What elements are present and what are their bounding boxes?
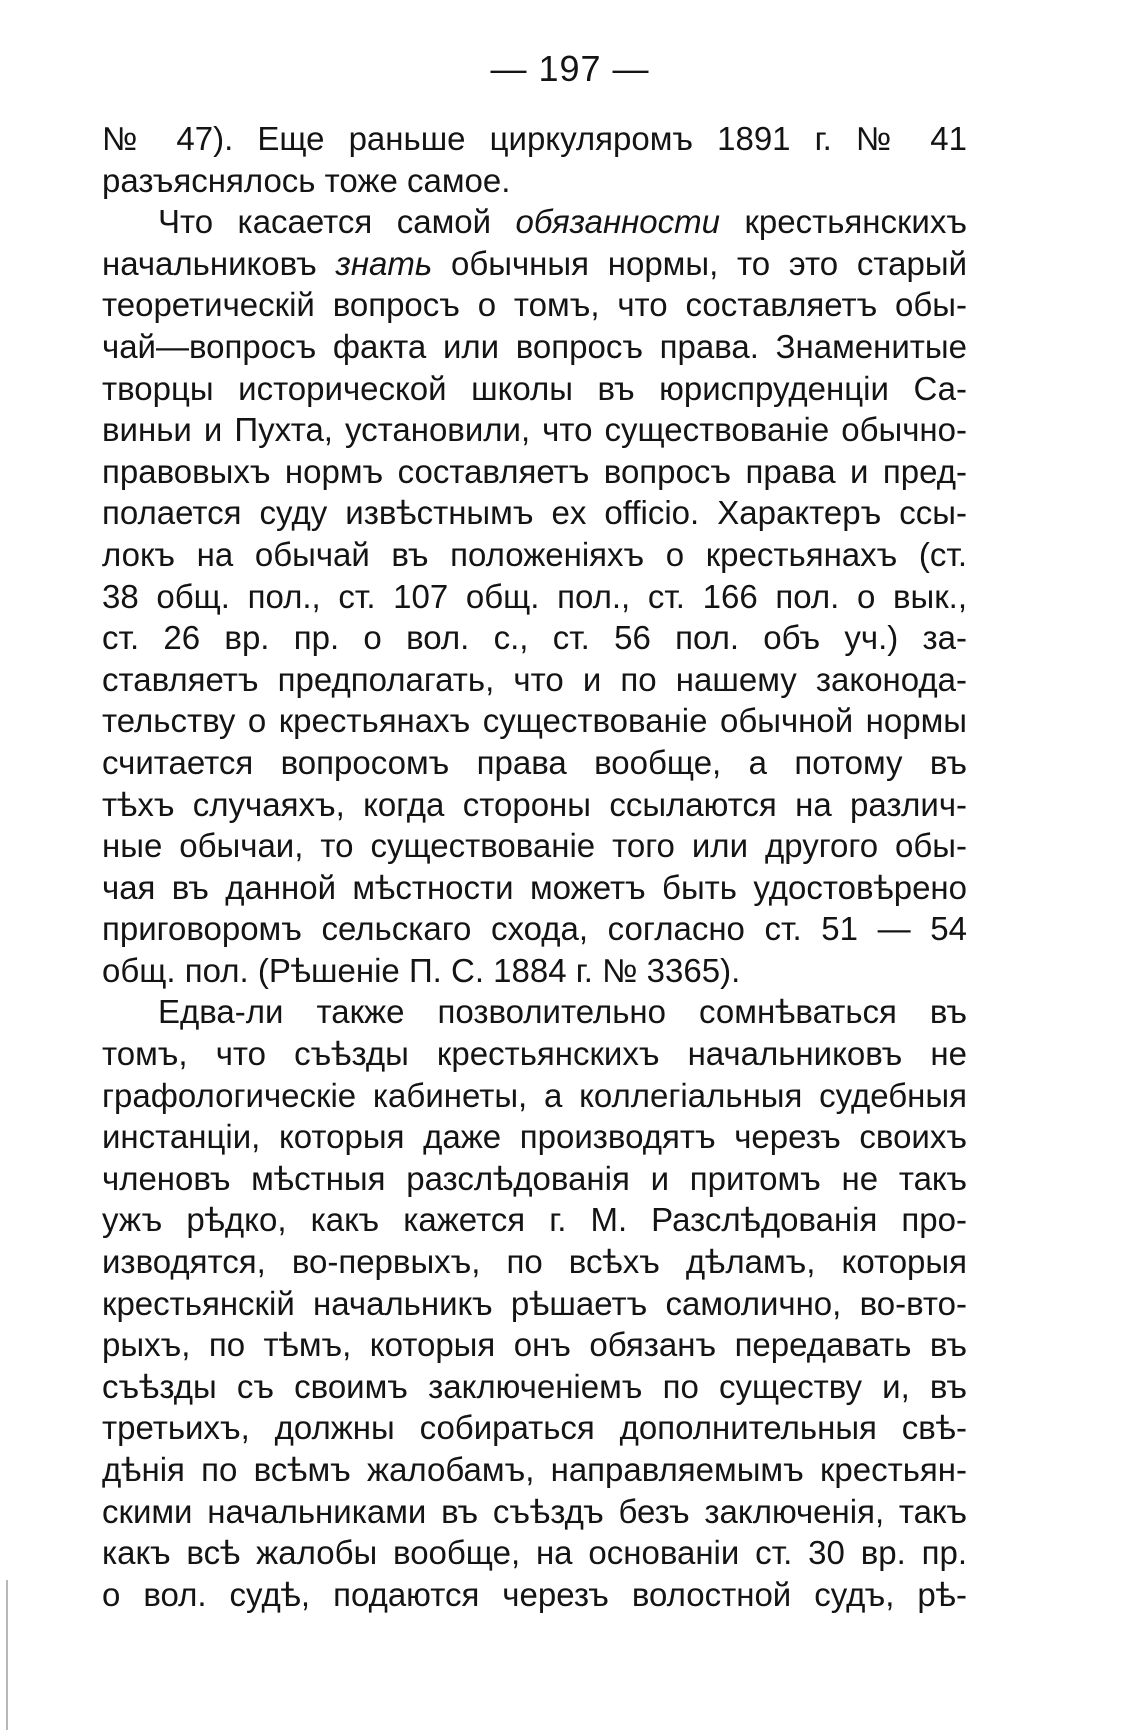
text-line: рыхъ, по тѣмъ, которыя онъ обязанъ передавать въ xyxy=(102,1326,967,1364)
text-line: № 47). Еще раньше циркуляромъ 1891 г. № 41 xyxy=(102,120,967,157)
text-line: ст. 26 вр. пр. о вол. с., ст. 56 пол. объ уч.) за- xyxy=(102,619,967,657)
paragraph-1 xyxy=(102,118,967,201)
text-line: 38 общ. пол., ст. 107 общ. пол., ст. 166 пол. о вык., xyxy=(102,577,967,615)
text-line: считается вопросомъ права вообще, а потому въ xyxy=(102,743,967,781)
text-line: графологическіе кабинеты, а коллегіальныя судебныя xyxy=(102,1076,967,1114)
text-line: творцы исторической школы въ юриспруденціи Са- xyxy=(102,369,967,407)
text-line: Едва-ли также позволительно сомнѣваться въ xyxy=(158,993,967,1031)
text-line: членовъ мѣстныя разслѣдованія и притомъ не такъ xyxy=(102,1159,967,1197)
text-line: дѣнія по всѣмъ жалобамъ, направляемымъ крестьян- xyxy=(102,1451,967,1488)
text-line: правовыхъ нормъ составляетъ вопросъ права и пред- xyxy=(102,452,967,490)
text-line: полается суду извѣстнымъ ex officio. Характеръ ссы- xyxy=(102,494,967,532)
text-run: начальниковъ xyxy=(102,244,336,282)
emphasis-obyazannosti: обязанности xyxy=(515,203,720,241)
text-run: крестьянскихъ xyxy=(720,203,967,241)
text-line: ставляетъ предполагать, что и по нашему законода- xyxy=(102,660,967,698)
text-line: виньи и Пухта, установили, что существованіе обычно- xyxy=(102,411,967,449)
text-line xyxy=(102,243,967,285)
text-line: третьихъ, должны собираться дополнительныя свѣ- xyxy=(102,1409,967,1447)
text-line: о вол. судѣ, подаются черезъ волостной судъ, рѣ- xyxy=(102,1575,967,1613)
text-line: общ. пол. (Рѣшеніе П. С. 1884 г. № 3365). xyxy=(102,951,741,989)
page-number: — 197 — xyxy=(490,48,650,89)
paragraph-2 xyxy=(102,201,967,991)
text-line: тѣхъ случаяхъ, когда стороны ссылаются на различ- xyxy=(102,785,967,823)
text-run: Что касается самой xyxy=(158,203,516,241)
text-line: чай—вопросъ факта или вопросъ права. Знаменитые xyxy=(102,327,967,365)
text-line: приговоромъ сельскаго схода, согласно ст. 51 — 54 xyxy=(102,910,967,948)
text-line: какъ всѣ жалобы вообще, на основаніи ст. 30 вр. пр. xyxy=(102,1534,967,1572)
text-line: изводятся, во-первыхъ, по всѣхъ дѣламъ, которыя xyxy=(102,1243,967,1281)
text-line: съѣзды съ своимъ заключеніемъ по существу и, въ xyxy=(102,1367,967,1405)
text-line: теоретическій вопросъ о томъ, что составляетъ обы- xyxy=(102,286,967,324)
text-line: ные обычаи, то существованіе того или другого обы- xyxy=(102,827,967,865)
text-line: инстанціи, которыя даже производятъ черезъ своихъ xyxy=(102,1118,967,1156)
text-line xyxy=(102,201,967,243)
paragraph-3 xyxy=(102,991,967,1615)
text-line: ужъ рѣдко, какъ кажется г. М. Разслѣдованія про- xyxy=(102,1201,967,1239)
text-line: тельству о крестьянахъ существованіе обычной нормы xyxy=(102,702,967,740)
text-line: разъяснялось тоже самое. xyxy=(102,161,511,199)
text-line: крестьянскій начальникъ рѣшаетъ самолично, во-вто- xyxy=(102,1284,967,1322)
text-line: томъ, что съѣзды крестьянскихъ начальниковъ не xyxy=(102,1035,967,1073)
body-text xyxy=(102,118,967,1615)
text-line: чая въ данной мѣстности можетъ быть удостовѣрено xyxy=(102,868,967,906)
scan-edge-mark xyxy=(6,1580,8,1730)
text-run: обычныя нормы, то это старый xyxy=(432,244,967,282)
emphasis-znat: знать xyxy=(335,244,433,282)
text-line: скими начальниками въ съѣздъ безъ заключенія, такъ xyxy=(102,1492,967,1530)
text-line: локъ на обычай въ положеніяхъ о крестьянахъ (ст. xyxy=(102,535,967,573)
